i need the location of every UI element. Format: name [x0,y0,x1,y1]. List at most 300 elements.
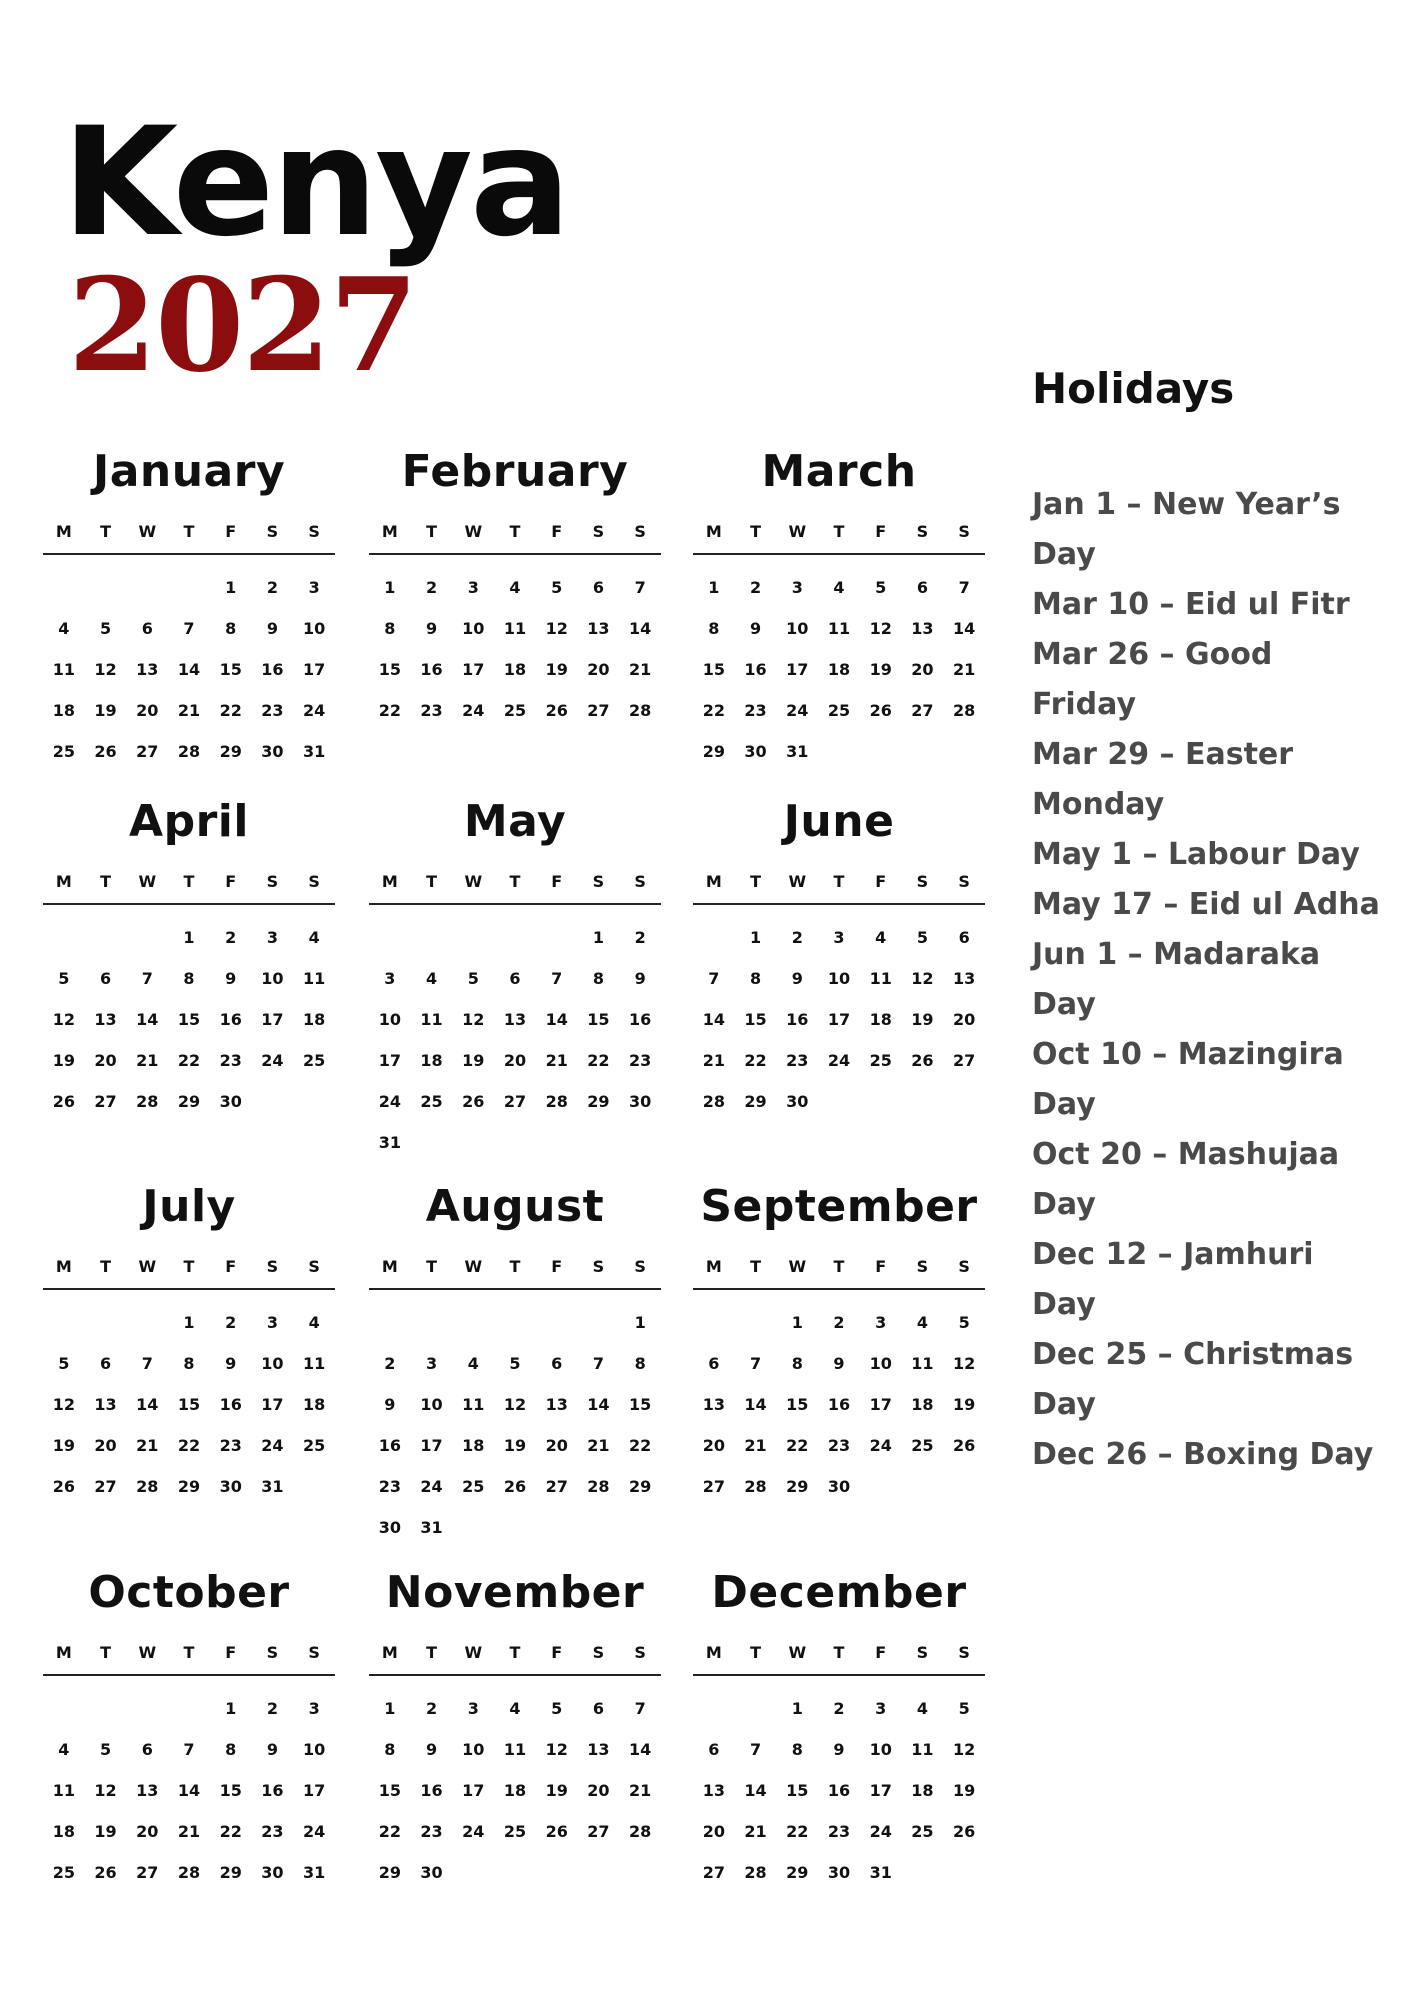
day-cell: 2 [384,1354,396,1373]
day-cell: 15 [177,1010,201,1029]
day-cell: 20 [503,1051,527,1070]
weekday-header [43,1257,335,1290]
day-cell: 25 [503,701,527,720]
holiday-line: Day [1032,537,1096,572]
day-grid [43,905,335,1122]
day-cell: 28 [744,1863,767,1882]
day-cell: 3 [425,1354,438,1373]
month-april [43,796,335,1122]
day-cell: 10 [462,619,485,638]
day-cell: 27 [587,1822,610,1841]
day-cell: 1 [634,1313,646,1332]
weekday-label: W [464,1257,483,1276]
month-october [43,1567,335,1893]
day-cell: 8 [634,1354,646,1373]
day-cell: 10 [786,619,809,638]
day-cell: 17 [827,1010,851,1029]
month-name: February [401,446,629,497]
day-cell: 30 [827,1477,851,1496]
day-cell: 16 [420,1781,443,1800]
day-cell: 3 [384,969,396,988]
day-cell: 7 [141,1354,153,1373]
weekday-label: T [183,872,195,891]
day-cell: 4 [425,969,438,988]
day-cell: 11 [827,619,851,638]
day-cell: 6 [141,1740,153,1759]
day-cell: 25 [911,1822,934,1841]
weekday-label: T [833,522,845,541]
day-cell: 26 [94,742,117,761]
weekday-label: T [183,1257,195,1276]
day-cell: 16 [219,1010,242,1029]
weekday-label: M [381,872,398,891]
day-cell: 16 [786,1010,809,1029]
day-cell: 29 [786,1863,809,1882]
day-cell: 23 [420,1822,443,1841]
day-cell: 23 [219,1436,242,1455]
weekday-label: S [592,872,605,891]
day-cell: 19 [911,1010,934,1029]
day-cell: 31 [786,742,809,761]
weekday-header [369,1643,661,1676]
weekday-label: T [509,522,521,541]
day-cell: 4 [467,1354,479,1373]
day-cell: 5 [58,1354,70,1373]
day-cell: 14 [545,1010,568,1029]
month-september [693,1181,985,1507]
day-cell: 28 [629,1822,652,1841]
day-cell: 19 [953,1395,976,1414]
day-cell: 24 [420,1477,443,1496]
day-cell: 4 [509,1699,521,1718]
day-cell: 13 [503,1010,527,1029]
day-cell: 31 [869,1863,892,1882]
day-cell: 12 [94,1781,117,1800]
day-cell: 28 [545,1092,568,1111]
day-cell: 2 [425,1699,438,1718]
day-cell: 7 [749,1740,762,1759]
weekday-label: F [551,1257,563,1276]
weekday-label: S [958,522,970,541]
day-cell: 9 [425,619,438,638]
day-cell: 2 [425,578,438,597]
day-cell: 20 [911,660,934,679]
weekday-header [43,1643,335,1676]
day-grid [369,1290,661,1548]
weekday-label: T [833,872,845,891]
day-cell: 17 [303,660,326,679]
day-cell: 19 [94,701,117,720]
day-cell: 3 [875,1313,887,1332]
day-cell: 26 [462,1092,485,1111]
day-cell: 17 [869,1781,892,1800]
day-cell: 26 [503,1477,527,1496]
day-cell: 9 [425,1740,438,1759]
weekday-label: S [308,1643,320,1662]
holiday-line: Friday [1032,687,1137,722]
day-cell: 23 [827,1436,851,1455]
day-cell: 25 [303,1051,326,1070]
weekday-label: S [634,872,646,891]
month-name: May [463,796,567,847]
day-cell: 2 [266,578,278,597]
day-cell: 11 [503,1740,527,1759]
day-cell: 5 [99,1740,112,1759]
day-cell: 13 [587,1740,610,1759]
day-cell: 12 [462,1010,485,1029]
day-cell: 15 [786,1395,809,1414]
day-cell: 12 [869,619,892,638]
holiday-line: Jun 1 – Madaraka [1032,937,1321,972]
day-cell: 7 [708,969,720,988]
weekday-label: S [592,522,605,541]
month-name: June [783,796,895,847]
day-cell: 29 [219,1863,242,1882]
day-cell: 6 [509,969,521,988]
weekday-label: W [138,872,157,891]
day-cell: 16 [261,1781,284,1800]
day-cell: 23 [629,1051,652,1070]
day-cell: 17 [420,1436,443,1455]
day-cell: 7 [551,969,563,988]
day-cell: 25 [462,1477,485,1496]
day-cell: 26 [545,701,568,720]
day-cell: 15 [219,1781,242,1800]
day-cell: 9 [384,1395,396,1414]
day-cell: 23 [219,1051,242,1070]
day-cell: 13 [953,969,976,988]
day-cell: 15 [219,660,242,679]
weekday-label: T [750,522,762,541]
day-cell: 9 [749,619,762,638]
day-cell: 29 [219,742,242,761]
weekday-label: W [788,872,807,891]
weekday-label: M [705,1643,722,1662]
day-cell: 21 [545,1051,568,1070]
weekday-label: T [750,872,762,891]
day-cell: 22 [587,1051,610,1070]
weekday-header [693,1643,985,1676]
day-cell: 15 [702,660,725,679]
weekday-label: T [100,1643,112,1662]
day-cell: 6 [708,1354,720,1373]
day-cell: 12 [545,619,568,638]
weekday-header [369,872,661,905]
day-cell: 8 [183,969,195,988]
day-cell: 5 [916,928,928,947]
day-cell: 14 [629,1740,652,1759]
weekday-label: S [266,1643,279,1662]
day-cell: 18 [462,1436,485,1455]
holiday-line: Day [1032,1387,1096,1422]
day-cell: 21 [629,1781,652,1800]
day-cell: 12 [52,1010,75,1029]
day-cell: 10 [827,969,851,988]
holiday-line: Monday [1032,787,1165,822]
day-cell: 5 [875,578,887,597]
day-cell: 20 [702,1436,725,1455]
day-cell: 3 [266,928,278,947]
day-cell: 19 [545,1781,568,1800]
month-august [369,1181,661,1548]
day-cell: 28 [702,1092,725,1111]
day-cell: 3 [308,1699,320,1718]
day-cell: 8 [225,619,237,638]
weekday-label: S [634,1643,646,1662]
day-cell: 8 [749,969,762,988]
day-cell: 27 [136,1863,159,1882]
weekday-label: M [55,1643,72,1662]
day-cell: 17 [303,1781,326,1800]
day-grid [693,555,985,772]
day-cell: 11 [303,969,326,988]
day-cell: 6 [141,619,153,638]
weekday-header [369,522,661,555]
day-cell: 24 [261,1436,284,1455]
weekday-label: F [875,522,887,541]
weekday-label: M [55,522,72,541]
day-cell: 1 [384,578,396,597]
day-cell: 9 [833,1740,845,1759]
day-cell: 23 [786,1051,809,1070]
day-cell: 2 [266,1699,278,1718]
weekday-label: M [381,522,398,541]
day-cell: 11 [911,1740,934,1759]
weekday-label: F [225,522,237,541]
day-cell: 3 [308,578,320,597]
day-cell: 4 [58,619,70,638]
day-grid [369,905,661,1163]
day-cell: 13 [94,1010,117,1029]
day-cell: 9 [225,1354,237,1373]
day-cell: 3 [266,1313,278,1332]
day-cell: 16 [827,1395,851,1414]
day-cell: 20 [587,1781,610,1800]
weekday-label: S [958,872,970,891]
day-cell: 19 [52,1051,75,1070]
month-november [369,1567,661,1893]
day-grid [369,555,661,731]
holiday-line: Dec 25 – Christmas [1032,1337,1354,1372]
day-cell: 27 [911,701,934,720]
day-cell: 27 [503,1092,527,1111]
day-cell: 24 [786,701,809,720]
day-cell: 21 [744,1436,767,1455]
day-cell: 9 [225,969,237,988]
day-cell: 13 [94,1395,117,1414]
holiday-list [1032,480,1402,1480]
day-cell: 21 [587,1436,610,1455]
day-cell: 30 [261,742,284,761]
weekday-label: F [551,1643,563,1662]
day-cell: 21 [136,1436,159,1455]
day-cell: 6 [551,1354,563,1373]
day-cell: 17 [261,1395,284,1414]
weekday-header [693,1257,985,1290]
day-cell: 21 [136,1051,159,1070]
weekday-label: M [705,522,722,541]
holiday-line: Day [1032,987,1096,1022]
day-cell: 8 [384,1740,396,1759]
day-cell: 5 [509,1354,521,1373]
day-cell: 30 [219,1477,242,1496]
day-cell: 1 [708,578,720,597]
month-february [369,446,661,731]
day-cell: 26 [545,1822,568,1841]
day-cell: 20 [94,1051,117,1070]
day-cell: 17 [786,660,809,679]
weekday-label: M [705,872,722,891]
weekday-label: S [266,1257,279,1276]
month-january [43,446,335,772]
day-cell: 12 [911,969,934,988]
day-cell: 7 [141,969,153,988]
day-cell: 3 [791,578,803,597]
day-cell: 14 [744,1395,767,1414]
weekday-header [369,1257,661,1290]
weekday-label: S [916,522,929,541]
holiday-line: Dec 12 – Jamhuri [1032,1237,1314,1272]
day-cell: 24 [303,1822,326,1841]
day-cell: 18 [869,1010,892,1029]
day-cell: 14 [629,619,652,638]
day-cell: 30 [378,1518,401,1537]
month-name: July [142,1181,236,1232]
day-cell: 20 [545,1436,568,1455]
weekday-header [43,872,335,905]
day-cell: 11 [52,660,75,679]
day-cell: 23 [378,1477,401,1496]
day-cell: 20 [94,1436,117,1455]
day-cell: 31 [303,1863,326,1882]
day-cell: 4 [509,578,521,597]
weekday-label: S [634,1257,646,1276]
year-label: 2027 [68,251,417,401]
day-cell: 5 [958,1313,970,1332]
month-june [693,796,985,1122]
holiday-line: Oct 20 – Mashujaa [1032,1137,1340,1172]
day-cell: 1 [592,928,604,947]
day-cell: 2 [791,928,803,947]
weekday-label: S [958,1257,970,1276]
day-cell: 1 [791,1313,803,1332]
day-cell: 11 [420,1010,443,1029]
day-cell: 28 [744,1477,767,1496]
day-cell: 8 [183,1354,195,1373]
weekday-label: M [55,872,72,891]
weekday-label: W [464,522,483,541]
weekday-label: W [138,1257,157,1276]
day-cell: 2 [749,578,762,597]
day-cell: 11 [462,1395,485,1414]
day-cell: 26 [953,1436,976,1455]
day-cell: 14 [744,1781,767,1800]
day-cell: 13 [702,1395,725,1414]
day-cell: 1 [225,1699,237,1718]
day-cell: 23 [261,701,284,720]
weekday-label: S [958,1643,970,1662]
day-cell: 5 [58,969,70,988]
day-cell: 1 [183,928,195,947]
day-cell: 21 [744,1822,767,1841]
day-cell: 30 [827,1863,851,1882]
day-cell: 23 [827,1822,851,1841]
holiday-line: May 17 – Eid ul Adha [1032,887,1380,922]
month-name: March [761,446,917,497]
day-cell: 28 [953,701,976,720]
day-cell: 14 [702,1010,725,1029]
day-cell: 14 [177,1781,201,1800]
day-cell: 16 [261,660,284,679]
day-cell: 15 [378,660,401,679]
day-cell: 13 [911,619,934,638]
weekday-label: W [138,1643,157,1662]
holiday-line: Day [1032,1287,1096,1322]
day-cell: 24 [378,1092,401,1111]
weekday-label: F [225,1257,237,1276]
day-cell: 1 [791,1699,803,1718]
weekday-label: T [750,1257,762,1276]
day-cell: 8 [384,619,396,638]
day-cell: 12 [545,1740,568,1759]
day-cell: 9 [266,1740,278,1759]
day-cell: 24 [303,701,326,720]
day-cell: 4 [58,1740,70,1759]
weekday-label: S [266,522,279,541]
day-cell: 22 [786,1822,809,1841]
weekday-label: T [509,1257,521,1276]
day-cell: 24 [462,701,485,720]
day-cell: 19 [545,660,568,679]
weekday-label: W [788,1643,807,1662]
day-cell: 29 [177,1092,201,1111]
day-cell: 25 [303,1436,326,1455]
month-name: September [700,1181,978,1232]
day-cell: 18 [503,1781,527,1800]
day-cell: 17 [462,660,485,679]
weekday-label: S [308,522,320,541]
day-cell: 15 [786,1781,809,1800]
month-july [43,1181,335,1507]
weekday-label: W [788,522,807,541]
day-cell: 2 [634,928,646,947]
month-december [693,1567,985,1893]
day-cell: 30 [261,1863,284,1882]
month-name: December [711,1567,967,1618]
weekday-label: S [916,1257,929,1276]
day-cell: 6 [592,578,604,597]
day-cell: 30 [219,1092,242,1111]
day-cell: 6 [99,969,112,988]
day-cell: 29 [744,1092,767,1111]
day-cell: 25 [503,1822,527,1841]
day-cell: 9 [634,969,646,988]
day-cell: 15 [587,1010,610,1029]
weekday-label: F [225,1643,237,1662]
day-cell: 29 [587,1092,610,1111]
day-cell: 22 [378,701,401,720]
day-cell: 8 [791,1354,803,1373]
weekday-label: T [509,1643,521,1662]
weekday-label: S [916,1643,929,1662]
day-cell: 8 [791,1740,803,1759]
day-cell: 10 [378,1010,401,1029]
day-cell: 15 [629,1395,652,1414]
day-cell: 1 [225,578,237,597]
weekday-header [43,522,335,555]
month-name: April [129,796,249,847]
day-cell: 3 [833,928,845,947]
